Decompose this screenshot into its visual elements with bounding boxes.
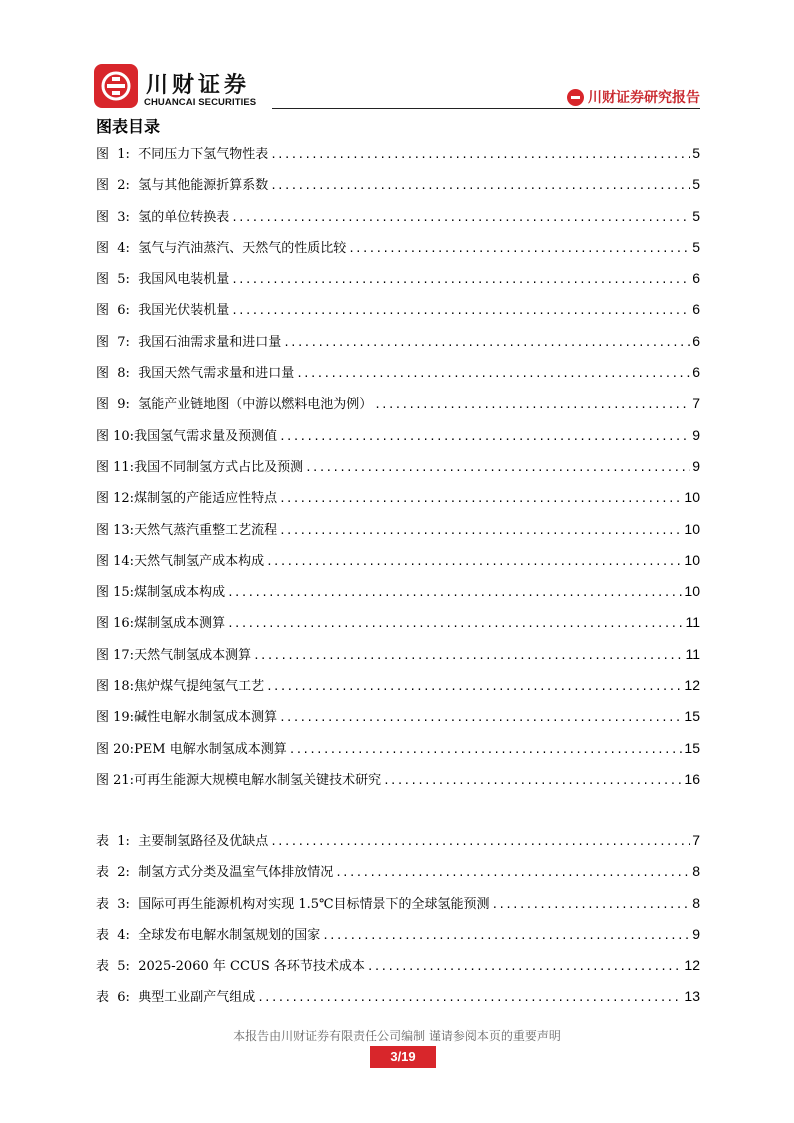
toc-entry-title: 我国不同制氢方式占比及预测: [134, 459, 304, 475]
toc-entry-page: 5: [692, 145, 700, 161]
toc-dot-leader: [279, 430, 690, 443]
toc-entry-number: 图 14:: [96, 553, 135, 569]
toc-dot-leader: [296, 367, 690, 380]
toc-entry[interactable]: [96, 456, 700, 487]
toc-entry[interactable]: [96, 769, 700, 800]
toc-entry-title: 煤制氢成本测算: [134, 616, 226, 632]
toc-entry-title: 我国氢气需求量及预测值: [134, 428, 278, 444]
toc-entry[interactable]: [96, 299, 700, 330]
toc-dot-leader: [289, 743, 683, 756]
toc-dot-leader: [227, 586, 682, 599]
toc-dot-leader: [374, 398, 690, 411]
footer-disclaimer: 本报告由川财证券有限责任公司编制 谨请参阅本页的重要声明: [233, 1029, 561, 1043]
section-title: 图表目录: [96, 117, 161, 136]
logo-emblem-icon: [101, 71, 131, 101]
toc-entry[interactable]: [96, 675, 700, 706]
toc-dot-leader: [227, 617, 683, 630]
toc-entry-number: 表 1:: [96, 834, 139, 849]
toc-entry-page: 8: [692, 894, 700, 911]
toc-entry[interactable]: [96, 861, 700, 892]
toc-entry-number: 表 3:: [96, 896, 139, 912]
toc-entry-page: 10: [684, 489, 700, 506]
toc-entry-title: 我国天然气需求量和进口量: [138, 366, 295, 382]
toc-entry-number: 图 21:: [96, 772, 135, 788]
toc-entry-number: 图 3:: [96, 209, 139, 225]
toc-entry-page: 5: [692, 238, 700, 255]
toc-entry[interactable]: [96, 393, 700, 424]
toc-entry[interactable]: [96, 955, 700, 986]
toc-entry-title: 主要制氢路径及优缺点: [138, 834, 269, 849]
toc-entry-page: 9: [692, 426, 700, 443]
toc-entry-number: 图 1:: [96, 147, 139, 162]
toc-entry-number: 图 20:: [96, 741, 135, 757]
toc-entry-page: 6: [692, 332, 700, 349]
toc-dot-leader: [322, 929, 690, 942]
toc-entry-title: 2025-2060 年 CCUS 各环节技术成本: [138, 959, 365, 975]
toc-entry-page: 6: [692, 364, 700, 381]
toc-entry[interactable]: [96, 331, 700, 362]
toc-entry-page: 10: [684, 583, 700, 600]
toc-entry-title: 天然气制氢成本测算: [134, 647, 252, 663]
toc-entry-page: 15: [684, 739, 700, 756]
toc-entry-title: 氢气与汽油蒸汽、天然气的性质比较: [138, 240, 347, 256]
toc-entry-page: 5: [692, 176, 700, 193]
toc-entry-title: 氢能产业链地图（中游以燃料电池为例）: [138, 397, 373, 413]
toc-entry[interactable]: [96, 206, 700, 237]
toc-entry[interactable]: [96, 706, 700, 737]
toc-entry-page: 9: [692, 457, 700, 474]
toc-entry-page: 8: [692, 863, 700, 880]
toc-dot-leader: [270, 179, 690, 192]
brand-name-cn: 川财证券: [146, 73, 251, 98]
toc-entry-number: 表 5:: [96, 959, 139, 975]
toc-dot-leader: [383, 774, 682, 787]
toc-entry-page: 12: [684, 957, 700, 974]
toc-entry-page: 16: [684, 770, 700, 787]
toc-entry-page: 7: [692, 395, 700, 412]
toc-entry-title: 煤制氢的产能适应性特点: [134, 491, 278, 507]
toc-dot-leader: [253, 649, 683, 662]
toc-entry-number: 图 2:: [96, 178, 139, 194]
toc-entry-title: 国际可再生能源机构对实现 1.5℃目标情景下的全球氢能预测: [138, 896, 490, 912]
toc-entry[interactable]: [96, 519, 700, 550]
toc-entry-title: 全球发布电解水制氢规划的国家: [138, 927, 321, 943]
table-list: [96, 830, 700, 1018]
toc-entry-page: 11: [685, 645, 700, 662]
toc-entry[interactable]: [96, 986, 700, 1017]
toc-entry-number: 图 10:: [96, 428, 135, 444]
toc-entry[interactable]: [96, 612, 700, 643]
toc-entry-title: 我国风电装机量: [138, 272, 230, 288]
toc-entry[interactable]: [96, 581, 700, 612]
toc-entry-title: 典型工业副产气组成: [138, 990, 256, 1006]
toc-entry-page: 10: [684, 551, 700, 568]
toc-entry-number: 图 16:: [96, 616, 135, 632]
toc-entry[interactable]: [96, 830, 700, 861]
toc-entry-page: 6: [692, 270, 700, 287]
toc-dot-leader: [348, 242, 690, 255]
toc-entry-title: 制氢方式分类及温室气体排放情况: [138, 865, 334, 881]
toc-entry-page: 10: [684, 520, 700, 537]
toc-dot-leader: [279, 711, 682, 724]
toc-dot-leader: [279, 524, 682, 537]
toc-entry-title: 煤制氢成本构成: [134, 585, 226, 601]
toc-entry-number: 图 12:: [96, 491, 135, 507]
report-label-group: [567, 87, 700, 107]
header-divider: [272, 108, 700, 109]
toc-entry-page: 12: [684, 677, 700, 694]
toc-entry-page: 5: [692, 207, 700, 224]
brand-name-en: CHUANCAI SECURITIES: [144, 97, 257, 108]
toc-entry-page: 11: [685, 614, 700, 631]
toc-entry-number: 图 6:: [96, 303, 139, 319]
toc-entry-title: 我国光伏装机量: [138, 303, 230, 319]
toc-dot-leader: [283, 336, 690, 349]
toc-entry-number: 图 18:: [96, 679, 135, 695]
toc-dot-leader: [231, 211, 690, 224]
toc-entry-title: 碱性电解水制氢成本测算: [134, 710, 278, 726]
toc-entry-number: 图 4:: [96, 240, 139, 256]
toc-entry-title: 可再生能源大规模电解水制氢关键技术研究: [134, 772, 382, 788]
toc-entry-page: 15: [684, 708, 700, 725]
toc-dot-leader: [279, 492, 682, 505]
toc-dot-leader: [231, 304, 690, 317]
toc-dot-leader: [257, 991, 682, 1004]
toc-entry[interactable]: [96, 268, 700, 299]
toc-entry[interactable]: [96, 550, 700, 581]
toc-entry-number: 图 17:: [96, 647, 135, 663]
figure-list: [96, 143, 700, 800]
toc-dot-leader: [335, 866, 690, 879]
toc-dot-leader: [231, 273, 690, 286]
toc-entry-title: 不同压力下氢气物性表: [138, 147, 269, 162]
toc-entry[interactable]: [96, 174, 700, 205]
toc-entry[interactable]: [96, 487, 700, 518]
toc-dot-leader: [266, 555, 682, 568]
toc-entry-number: 图 11:: [96, 459, 135, 475]
toc-entry-title: 焦炉煤气提纯氢气工艺: [134, 679, 265, 695]
toc-entry-number: 图 9:: [96, 397, 139, 413]
toc-dot-leader: [270, 835, 690, 848]
toc-entry-number: 表 2:: [96, 865, 139, 881]
toc-entry-number: 图 15:: [96, 585, 135, 601]
toc-entry-number: 图 13:: [96, 522, 135, 538]
toc-dot-leader: [492, 898, 691, 911]
toc-entry-title: PEM 电解水制氢成本测算: [134, 741, 287, 757]
toc-entry-number: 表 6:: [96, 990, 139, 1006]
toc-entry-page: 9: [692, 925, 700, 942]
toc-entry[interactable]: [96, 644, 700, 675]
toc-entry[interactable]: [96, 738, 700, 769]
toc-entry-title: 氢的单位转换表: [138, 209, 230, 225]
toc-entry[interactable]: [96, 362, 700, 393]
toc-entry[interactable]: [96, 425, 700, 456]
toc-entry[interactable]: [96, 237, 700, 268]
toc-entry[interactable]: [96, 924, 700, 955]
toc-dot-leader: [270, 148, 690, 161]
toc-entry-number: 图 8:: [96, 366, 139, 382]
toc-dot-leader: [367, 960, 683, 973]
toc-dot-leader: [266, 680, 682, 693]
toc-entry-title: 天然气制氢产成本构成: [134, 553, 265, 569]
toc-entry-page: 13: [684, 988, 700, 1005]
toc-entry[interactable]: [96, 893, 700, 924]
toc-entry-title: 我国石油需求量和进口量: [138, 334, 282, 350]
company-logo: [94, 64, 138, 108]
toc-entry-number: 图 7:: [96, 334, 139, 350]
toc-entry-page: 6: [692, 301, 700, 318]
toc-entry-title: 天然气蒸汽重整工艺流程: [134, 522, 278, 538]
mini-logo-icon: [567, 89, 584, 106]
toc-dot-leader: [305, 461, 690, 474]
page-number: 3/19: [370, 1046, 436, 1068]
toc-entry-title: 氢与其他能源折算系数: [138, 178, 269, 194]
toc-entry-number: 图 19:: [96, 710, 135, 726]
toc-entry-number: 图 5:: [96, 272, 139, 288]
toc-entry[interactable]: [96, 143, 700, 174]
report-label: 川财证券研究报告: [588, 90, 700, 106]
toc-entry-number: 表 4:: [96, 927, 139, 943]
toc-entry-page: 7: [692, 832, 700, 848]
